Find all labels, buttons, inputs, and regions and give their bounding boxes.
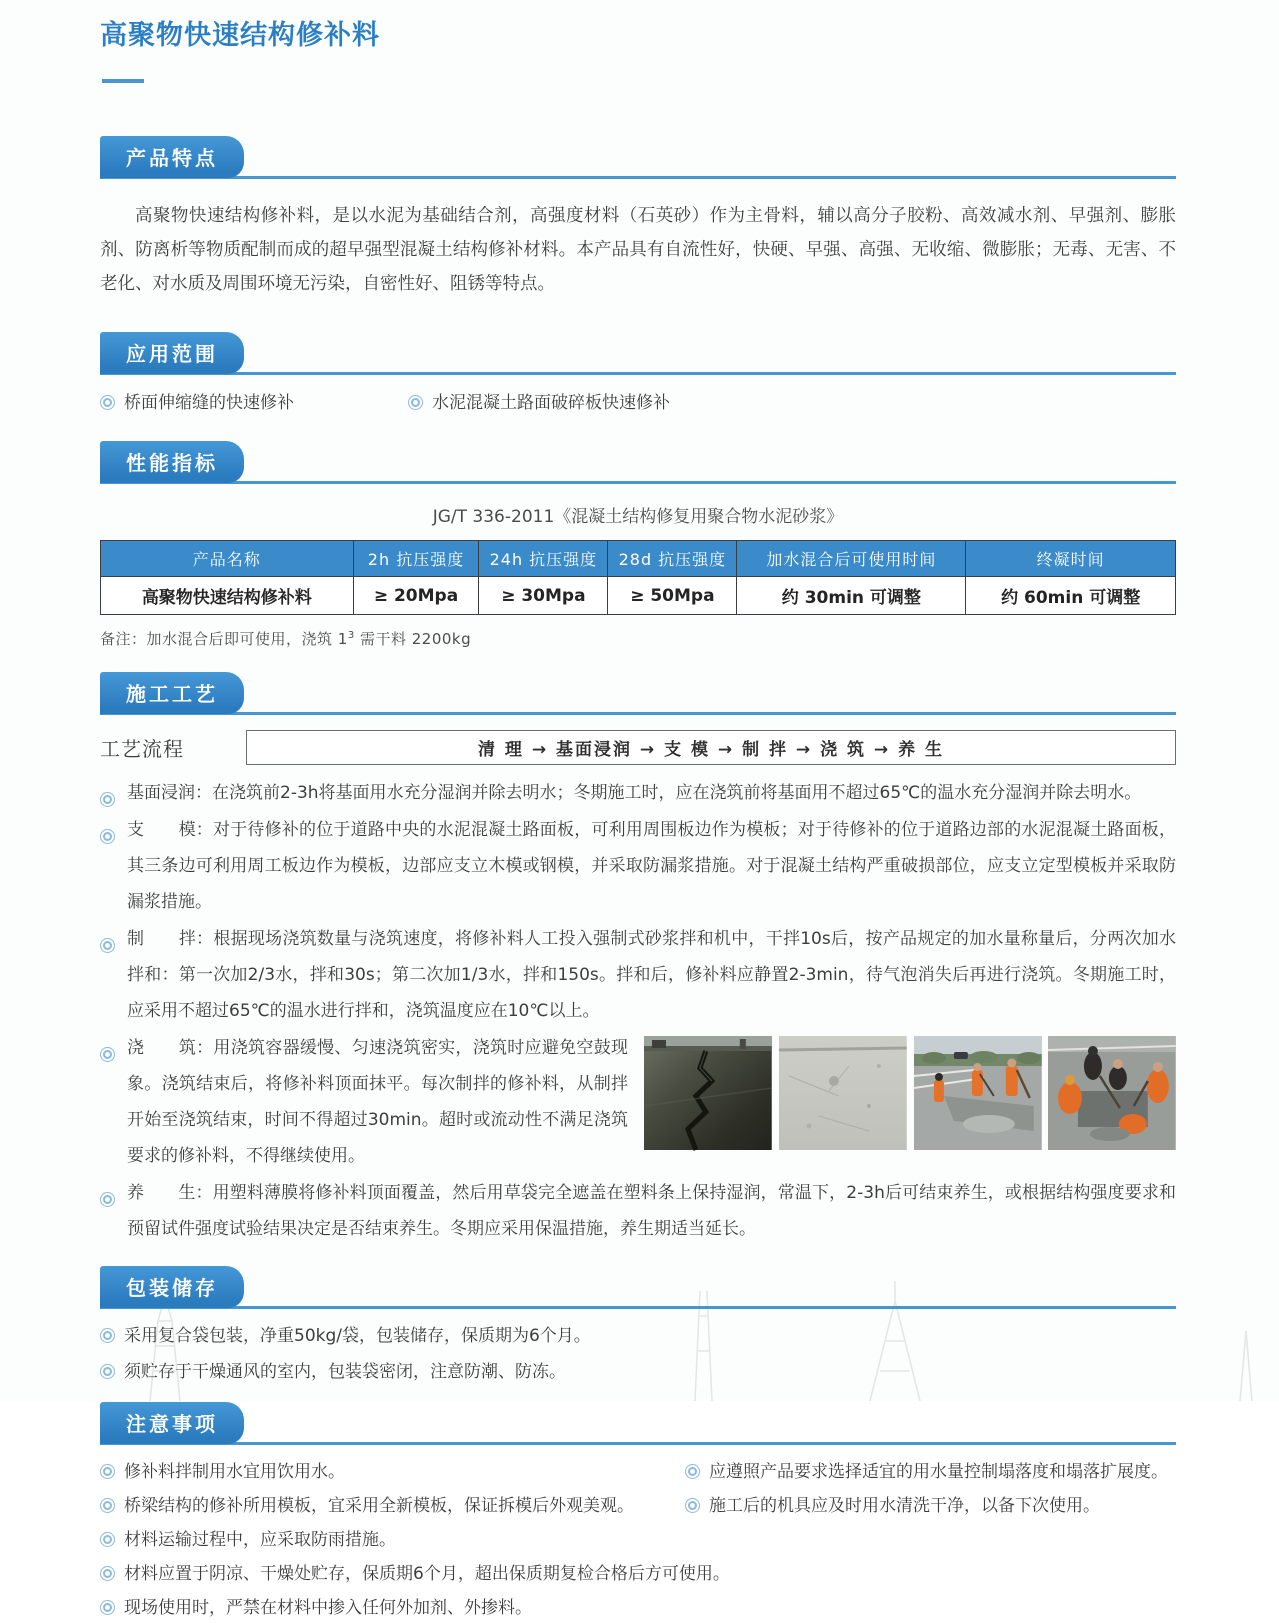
note-item-text: 材料运输过程中，应采取防雨措施。 <box>124 1530 396 1551</box>
double-circle-bullet-icon <box>100 1047 115 1062</box>
performance-table <box>100 540 1176 615</box>
applications-list <box>100 388 1176 418</box>
section-rule <box>100 712 1176 715</box>
features-paragraph: 高聚物快速结构修补料，是以水泥为基础结合剂，高强度材料（石英砂）作为主骨料，辅以高分子胶粉、高效减水剂、早强剂、膨胀剂、防离析等物质配制而成的超早强型混凝土结构修补材料。本产品具有自流性好，快硬、早强、高强、无收缩、微膨胀；无毒、无害、不老化、对水质及周围环境无污染，自密性好、阻锈等特点。 <box>100 206 1176 295</box>
list-item <box>100 1559 1176 1589</box>
list-item <box>100 388 408 418</box>
section-tab-process: 施工工艺 <box>100 672 244 714</box>
note-item-text: 修补料拌制用水宜用饮用水。 <box>124 1462 345 1483</box>
table-header-cell: 24h 抗压强度 <box>479 541 608 577</box>
process-steps <box>100 775 1176 1247</box>
process-step <box>100 921 1176 1029</box>
note-item-text: 现场使用时，严禁在材料中掺入任何外加剂、外掺料。 <box>124 1598 532 1619</box>
table-footnote <box>100 628 1176 649</box>
application-item-label: 水泥混凝土路面破碎板快速修补 <box>432 393 670 414</box>
footnote-text: 备注：加水混合后即可使用，浇筑 1 <box>100 630 348 649</box>
packaging-list <box>100 1321 1176 1387</box>
double-circle-bullet-icon <box>100 1600 115 1615</box>
double-circle-bullet-icon <box>100 1364 115 1379</box>
note-item-text: 桥梁结构的修补所用模板，宜采用全新模板，保证拆模后外观美观。 <box>124 1496 634 1517</box>
table-row <box>101 577 1176 615</box>
table-cell: ≥ 30Mpa <box>479 577 608 615</box>
section-tab-notes: 注意事项 <box>100 1402 244 1444</box>
packaging-item-text: 采用复合袋包装，净重50kg/袋，包装储存，保质期为6个月。 <box>124 1326 591 1347</box>
table-header-cell: 终凝时间 <box>966 541 1176 577</box>
footnote-text: 需干料 2200kg <box>354 630 472 649</box>
section-tab-applications: 应用范围 <box>100 332 244 374</box>
step-text: 支 模：对于待修补的位于道路中央的水泥混凝土路面板，可利用周围板边作为模板；对于待修补的位于道路边部的水泥混凝土路面板，其三条边可利用周工板边作为模板，边部应支立木模或钢模，并采取防漏浆措施。对于混凝土结构严重破损部位，应支立定型模板并采取防漏浆措施。 <box>127 820 1176 913</box>
double-circle-bullet-icon <box>100 1498 115 1513</box>
footnote-superscript: 3 <box>347 630 355 642</box>
section-tab-performance: 性能指标 <box>100 441 244 483</box>
table-cell: 约 60min 可调整 <box>966 577 1176 615</box>
double-circle-bullet-icon <box>100 1566 115 1581</box>
section-tab-features: 产品特点 <box>100 136 244 178</box>
section-rule <box>100 372 1176 375</box>
step-text: 浇 筑：用浇筑容器缓慢、匀速浇筑密实，浇筑时应避免空鼓现象。浇筑结束后，将修补料顶面抹平。每次制拌的修补料，从制拌开始至浇筑结束，时间不得超过30min。超时或流动性不满足浇筑要求的修补料，不得继续使用。 <box>127 1038 628 1167</box>
double-circle-bullet-icon <box>100 1328 115 1343</box>
process-step <box>100 812 1176 920</box>
note-item-text: 材料应置于阴凉、干燥处贮存，保质期6个月，超出保质期复检合格后方可使用。 <box>124 1564 730 1585</box>
table-cell-product-name: 高聚物快速结构修补料 <box>101 577 354 615</box>
list-item <box>100 1525 1176 1555</box>
table-cell: 约 30min 可调整 <box>737 577 966 615</box>
list-item <box>100 1321 1176 1351</box>
section-header-process <box>100 675 1176 715</box>
section-header-performance <box>100 444 1176 484</box>
step-text: 养 生：用塑料薄膜将修补料顶面覆盖，然后用草袋完全遮盖在塑料条上保持湿润，常温下，2-3h后可结束养生，或根据结构强度要求和预留试件强度试验结果决定是否结束养生。冬期应采用保温措施，养生期适当延长。 <box>127 1183 1176 1240</box>
standard-reference: JG/T 336-2011《混凝土结构修复用聚合物水泥砂浆》 <box>432 507 844 528</box>
process-step <box>100 1030 1176 1174</box>
step-text: 制 拌：根据现场浇筑数量与浇筑速度，将修补料人工投入强制式砂浆拌和机中，干拌10s后，按产品规定的加水量称量后，分两次加水拌和：第一次加2/3水，拌和30s；第二次加1/3水，拌和150s。拌和后，修补料应静置2-3min，待气泡消失后再进行浇筑。冬期施工时，应采用不超过65℃的温水进行拌和，浇筑温度应在10℃以上。 <box>127 929 1176 1022</box>
double-circle-bullet-icon <box>100 395 115 410</box>
notes-two-column-row <box>100 1491 1176 1521</box>
table-cell: ≥ 50Mpa <box>608 577 737 615</box>
page-title: 高聚物快速结构修补料 <box>100 20 380 51</box>
list-item <box>100 1491 685 1521</box>
table-cell: ≥ 20Mpa <box>353 577 479 615</box>
list-item <box>685 1491 1176 1521</box>
note-item-text: 应遵照产品要求选择适宜的用水量控制塌落度和塌落扩展度。 <box>709 1462 1168 1483</box>
process-step <box>100 775 1176 811</box>
table-header-row <box>101 541 1176 577</box>
notes-two-column-row <box>100 1457 1176 1487</box>
section-header-applications <box>100 335 1176 375</box>
table-header-cell: 加水混合后可使用时间 <box>737 541 966 577</box>
step-text: 基面浸润：在浇筑前2-3h将基面用水充分湿润并除去明水；冬期施工时，应在浇筑前将基面用不超过65℃的温水充分湿润并除去明水。 <box>127 783 1142 804</box>
title-underline <box>102 79 144 83</box>
double-circle-bullet-icon <box>685 1464 700 1479</box>
double-circle-bullet-icon <box>408 395 423 410</box>
section-rule <box>100 1442 1176 1445</box>
double-circle-bullet-icon <box>685 1498 700 1513</box>
process-step <box>100 1175 1176 1247</box>
section-header-packaging <box>100 1269 1176 1309</box>
table-header-cell: 28d 抗压强度 <box>608 541 737 577</box>
double-circle-bullet-icon <box>100 792 115 807</box>
table-header-cell: 产品名称 <box>101 541 354 577</box>
packaging-item-text: 须贮存于干燥通风的室内，包装袋密闭，注意防潮、防冻。 <box>124 1362 566 1383</box>
double-circle-bullet-icon <box>100 938 115 953</box>
list-item <box>100 1457 685 1487</box>
double-circle-bullet-icon <box>100 1532 115 1547</box>
list-item <box>100 1593 1176 1623</box>
notes-list <box>100 1457 1176 1623</box>
section-rule <box>100 1306 1176 1309</box>
section-rule <box>100 481 1176 484</box>
list-item <box>408 388 670 418</box>
list-item <box>100 1357 1176 1387</box>
section-header-notes <box>100 1405 1176 1445</box>
process-flow-row <box>100 730 1176 765</box>
section-tab-packaging: 包装储存 <box>100 1266 244 1308</box>
double-circle-bullet-icon <box>100 829 115 844</box>
flow-diagram: 清 理 → 基面浸润 → 支 模 → 制 拌 → 浇 筑 → 养 生 <box>246 730 1176 765</box>
double-circle-bullet-icon <box>100 1464 115 1479</box>
section-rule <box>100 176 1176 179</box>
application-item-label: 桥面伸缩缝的快速修补 <box>124 393 294 414</box>
flow-label: 工艺流程 <box>100 737 184 762</box>
note-item-text: 施工后的机具应及时用水清洗干净，以备下次使用。 <box>709 1496 1100 1517</box>
list-item <box>685 1457 1176 1487</box>
double-circle-bullet-icon <box>100 1192 115 1207</box>
table-header-cell: 2h 抗压强度 <box>353 541 479 577</box>
section-header-features <box>100 139 1176 179</box>
